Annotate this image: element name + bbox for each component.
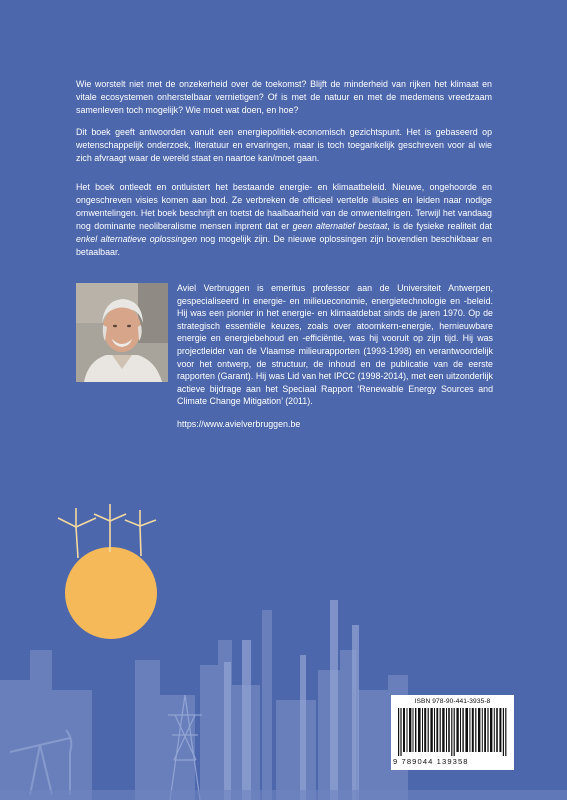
author-website: https://www.avielverbruggen.be (177, 419, 301, 429)
intro-paragraph-3-text (76, 181, 492, 260)
intro-paragraph-2-text: Dit boek geeft antwoorden vanuit een energiepolitiek-economisch gezichtspunt. Het is gebaseerd op wetenschappelijk onderzoek, literatuur en ervaringen, maar is toch toegankelijk geschreven voor al wie zich afvraagt waar de wereld staat en naartoe kan/moet gaan. (76, 127, 492, 164)
intro-paragraph-2 (76, 126, 492, 165)
barcode-digits: 9 789044 139358 (393, 757, 469, 766)
author-photo (76, 283, 168, 382)
isbn-label: ISBN 978-90-441-3935-8 (414, 698, 491, 705)
ground (0, 790, 567, 800)
paragraph-3-part-2: , is de fysieke realiteit dat (387, 221, 492, 232)
paragraph-3-italic-1: geen alternatief bestaat (292, 221, 388, 232)
skyline-buildings (0, 610, 408, 800)
paragraph-3-italic-2: enkel alternatieve oplossingen (76, 234, 198, 245)
author-bio-text: Aviel Verbruggen is emeritus professor aan de Universiteit Antwerpen, gespecialiseerd in energie- en milieueconomie, energietechnologie en -beleid. Hij was een pionier in het energie- en klimaatdebat sinds de jaren 1970. Op de strategisch essentiële keuzes, zoals over atoomkern-energie, hernieuwbare energie en energiebehoud en -efficiëntie, was hij vooruit op zijn tijd. Hij was projectleider van de Vlaamse milieurapporten (1993-1998) en verantwoordelijk voor het ontwerp, de structuur, de inhoud en de publicatie van de eerste rapporten (Garant). Hij was Lid van het IPCC (1998-2014), met een uitzonderlijk actieve bijdrage aan het Speciaal Rapport ‘Renewable Energy Sources and Climate Change Mitigation’ (2011). (177, 283, 493, 407)
isbn-barcode-box (391, 695, 514, 770)
intro-paragraph-1 (76, 78, 492, 117)
barcode-bars (398, 708, 508, 756)
sun-shape (65, 547, 157, 639)
paragraph-3-part-1: Het boek ontleedt en ontluistert het bestaande energie- en klimaatbeleid. Nieuwe, ongehoorde en ongeschreven visies komen aan bod. Ze verbreken de officieel vertelde illusies en leiden naar nodige omwentelingen. Het boek beschrijft en toetst de haalbaarheid van de omwentelingen. Terwijl het vandaag nog dominante neoliberalisme mensen inprent dat er (76, 182, 492, 232)
intro-paragraph-1-text: Wie worstelt niet met de onzekerheid over de toekomst? Blijft de minderheid van rijken het klimaat en vitale ecosystemen onherstelbaar vernietigen? Of is met de natuur en met de medemens vreedzaam samenleven toch mogelijk? Wie moet wat doen, en hoe? (76, 79, 492, 116)
author-bio (177, 282, 493, 408)
intro-paragraph-3 (76, 181, 492, 260)
paragraph-3-part-3: nog mogelijk zijn. De nieuwe oplossingen zijn bovendien beschikbaar en betaalbaar. (76, 234, 492, 258)
